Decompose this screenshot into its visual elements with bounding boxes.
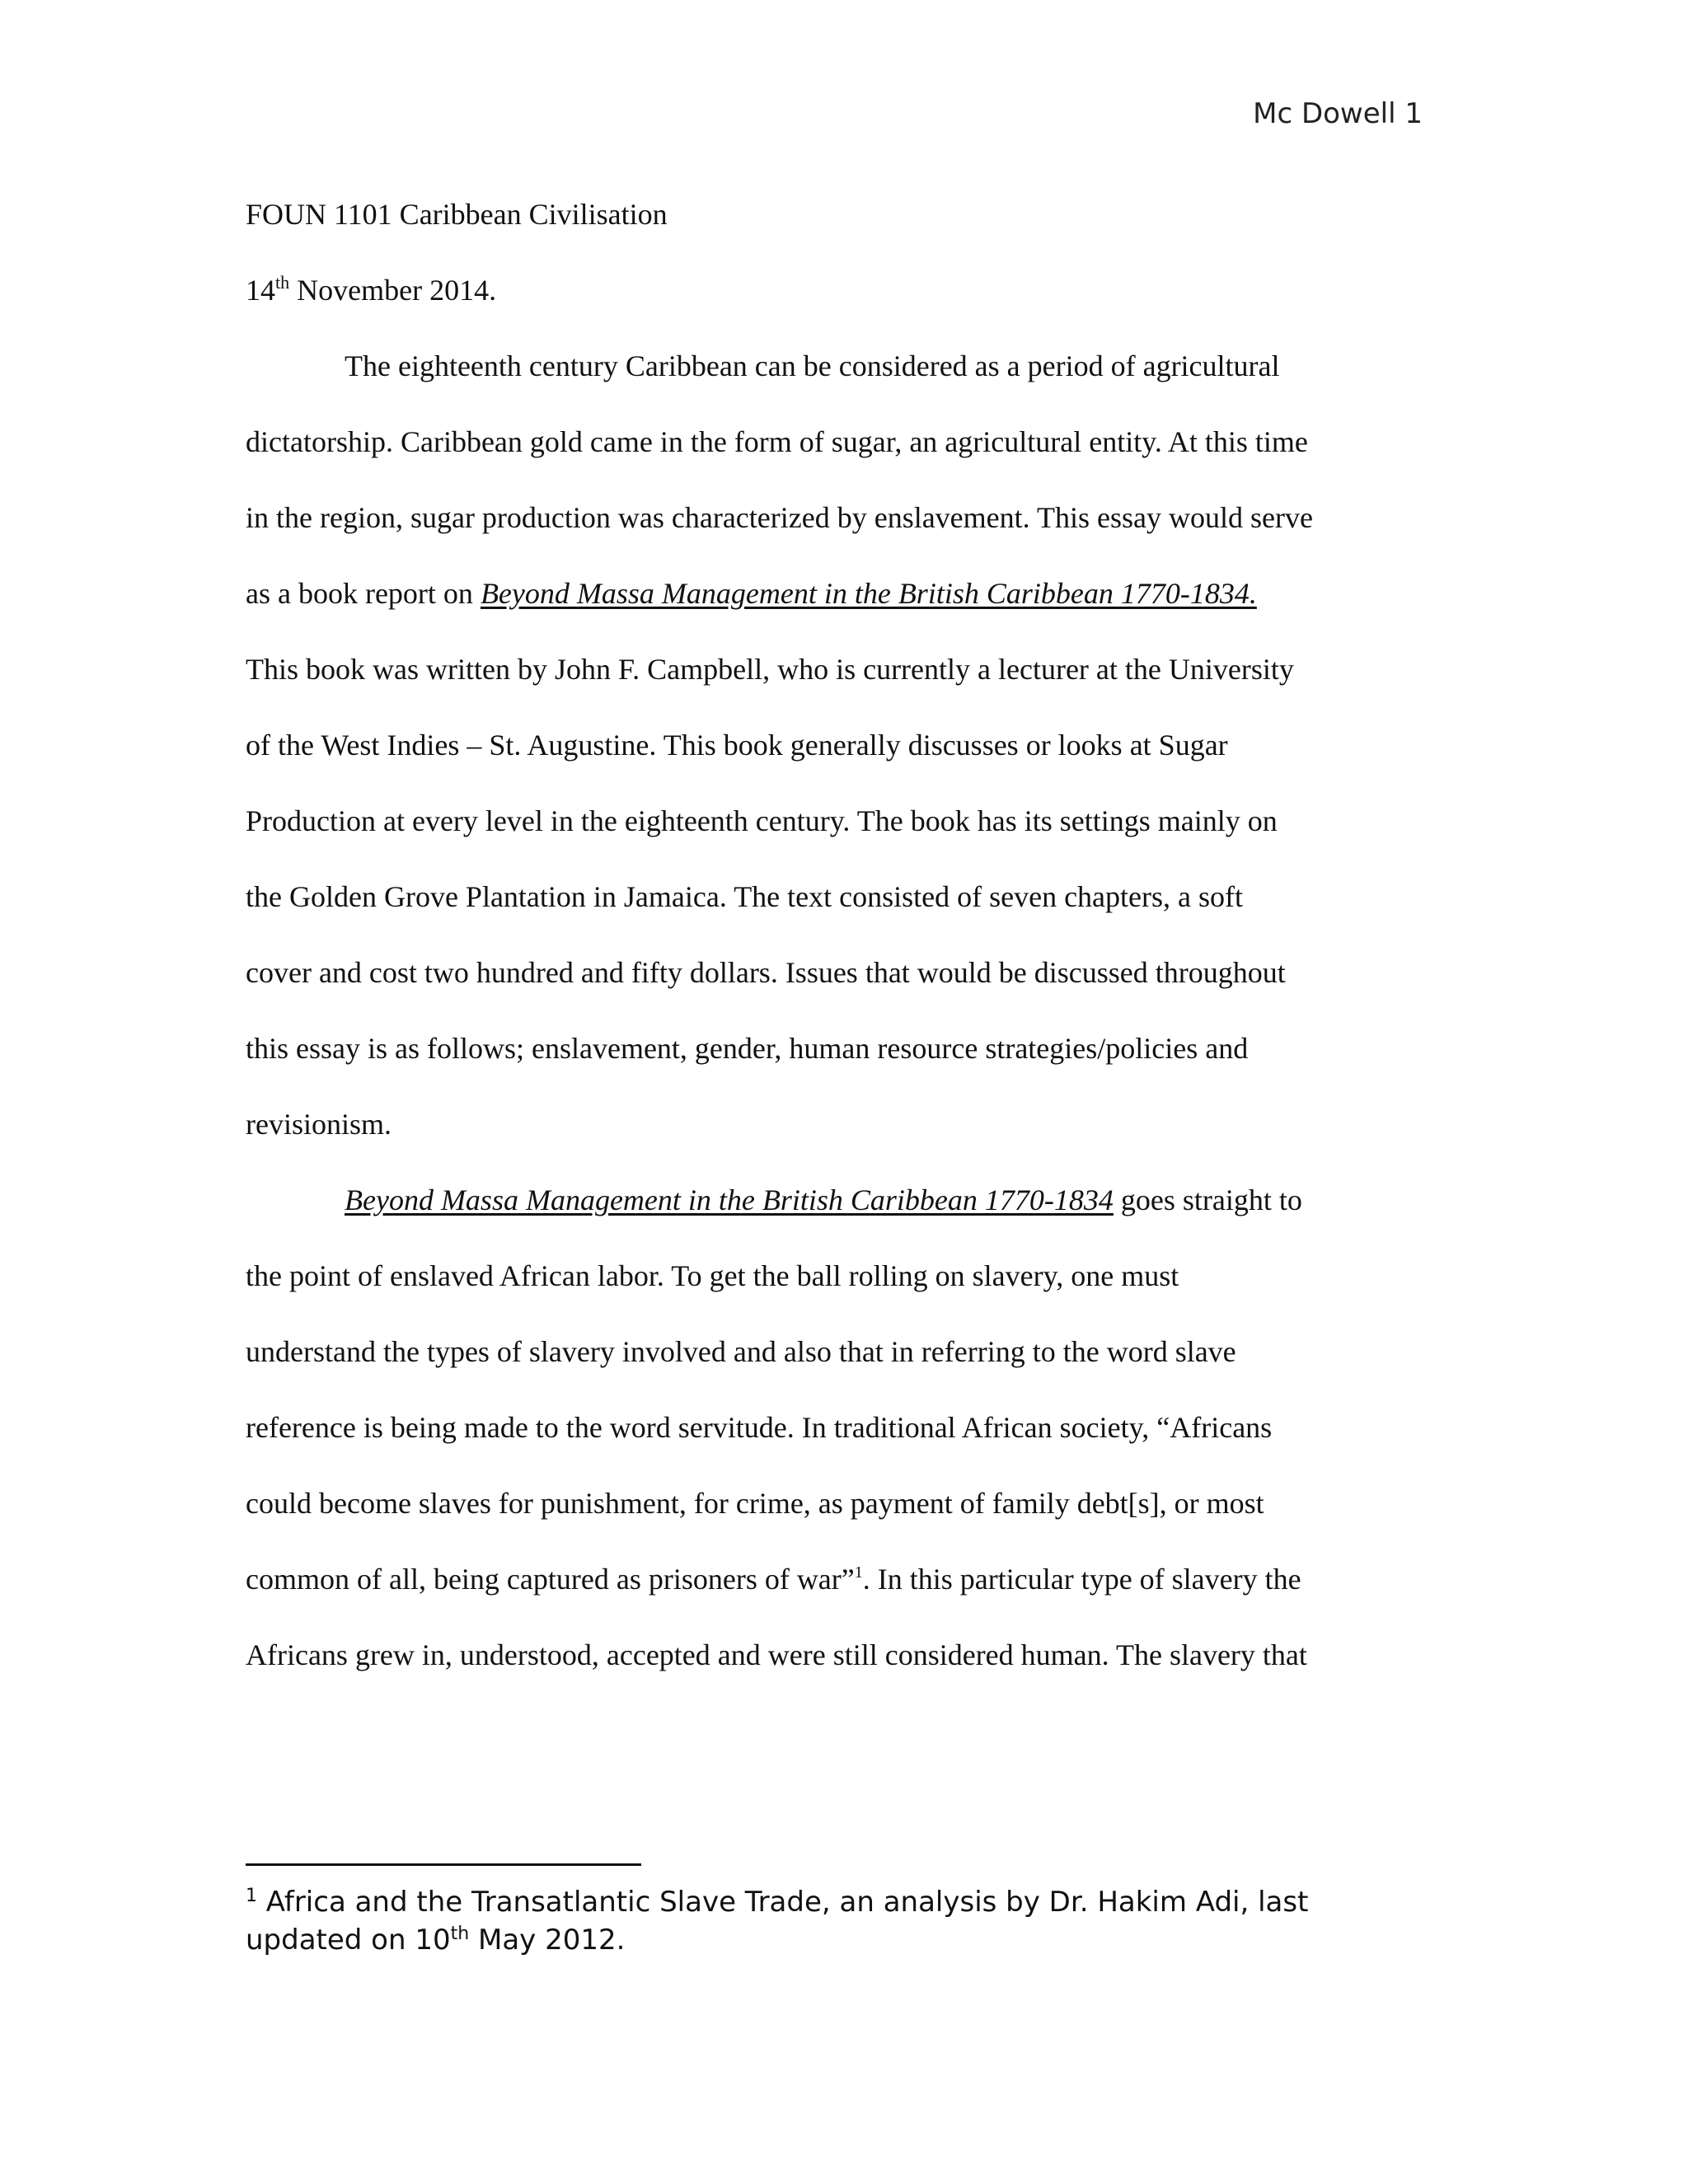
running-head: Mc Dowell 1 — [1253, 97, 1423, 130]
paragraph1-line: this essay is as follows; enslavement, gender, human resource strategies/policies and — [246, 1032, 1249, 1065]
paragraph2-line: Africans grew in, understood, accepted and were still considered human. The slavery that — [246, 1638, 1307, 1671]
book-title: Beyond Massa Management in the British Caribbean 1770-1834. — [480, 577, 1257, 610]
paragraph2-line: reference is being made to the word servitude. In traditional African society, “Africans — [246, 1411, 1273, 1444]
paragraph2-line: understand the types of slavery involved and also that in referring to the word slave — [246, 1335, 1236, 1368]
footnote-text: May 2012. — [469, 1924, 626, 1957]
footnote-ordinal: th — [450, 1924, 470, 1944]
paragraph1-line: of the West Indies – St. Augustine. This book generally discusses or looks at Sugar — [246, 729, 1228, 762]
date-day-suffix: th — [275, 272, 290, 293]
paragraph2-line: the point of enslaved African labor. To get the ball rolling on slavery, one must — [246, 1259, 1179, 1292]
line-prefix: as a book report on — [246, 577, 481, 610]
footnote — [246, 1883, 1308, 1959]
date-line — [246, 274, 496, 307]
paragraph1-line: dictatorship. Caribbean gold came in the form of sugar, an agricultural entity. At this time — [246, 425, 1308, 458]
paragraph2-line — [246, 1563, 1301, 1596]
footnote-line — [246, 1883, 1308, 1921]
line-rest: . In this particular type of slavery the — [862, 1563, 1301, 1596]
book-title: Beyond Massa Management in the British Caribbean 1770-1834 — [345, 1183, 1114, 1216]
paragraph2-line: could become slaves for punishment, for crime, as payment of family debt[s], or most — [246, 1487, 1264, 1520]
footnote-reference[interactable]: 1 — [854, 1563, 863, 1582]
paragraph1-line — [246, 577, 1257, 610]
footnote-text: updated on 10 — [246, 1924, 451, 1957]
date-rest: November 2014. — [289, 274, 497, 307]
date-day: 14 — [246, 274, 275, 307]
quote-end: common of all, being captured as prisoners of war” — [246, 1563, 855, 1596]
paragraph2-line — [345, 1183, 1302, 1216]
footnote-divider — [246, 1863, 641, 1866]
footnote-line — [246, 1921, 1308, 1959]
line-suffix: goes straight to — [1113, 1183, 1302, 1216]
footnote-text: Africa and the Transatlantic Slave Trade, an analysis by Dr. Hakim Adi, last — [257, 1886, 1309, 1919]
paragraph1-line: This book was written by John F. Campbell, who is currently a lecturer at the University — [246, 653, 1294, 686]
course-line: FOUN 1101 Caribbean Civilisation — [246, 198, 668, 231]
paragraph1-line: The eighteenth century Caribbean can be considered as a period of agricultural — [345, 349, 1280, 382]
paragraph1-line: cover and cost two hundred and fifty dollars. Issues that would be discussed throughout — [246, 956, 1286, 989]
paragraph1-line: Production at every level in the eighteenth century. The book has its settings mainly on — [246, 804, 1278, 837]
paragraph1-line: the Golden Grove Plantation in Jamaica. The text consisted of seven chapters, a soft — [246, 880, 1243, 913]
paragraph1-line: revisionism. — [246, 1108, 392, 1141]
paragraph1-line: in the region, sugar production was characterized by enslavement. This essay would serve — [246, 501, 1313, 534]
footnote-number: 1 — [246, 1886, 257, 1906]
